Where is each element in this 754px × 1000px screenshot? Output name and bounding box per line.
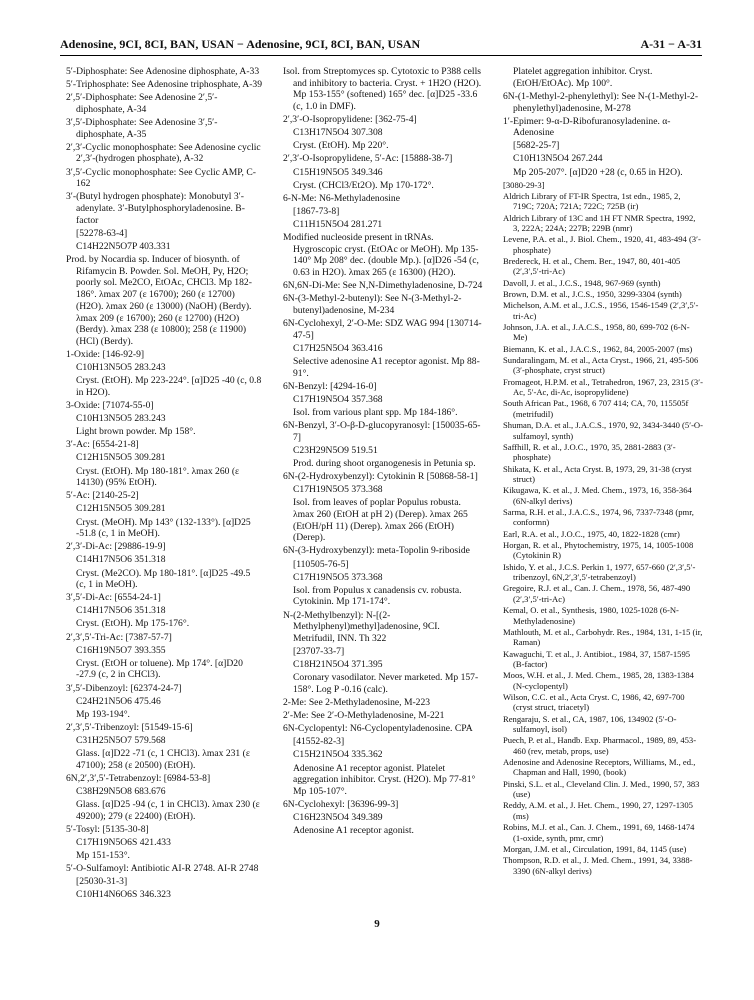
derivative-heading: 2′,3′-Di-Ac: [29886-19-9] bbox=[66, 541, 166, 553]
reference-entry: Michelson, A.M. et al., J.C.S., 1956, 1546-1549 (2′,3′,5′-tri-Ac) bbox=[503, 300, 699, 321]
derivative-heading: 6N-Cyclohexyl: [36396-99-3] bbox=[283, 799, 399, 811]
entry-text: C17H19N5O5 373.368 bbox=[293, 484, 383, 496]
entry-text: C10H13N5O5 283.243 bbox=[76, 413, 166, 425]
reference-entry: Earl, R.A. et al., J.O.C., 1975, 40, 1822-1828 (cmr) bbox=[503, 528, 680, 539]
reference-entry: Sundaralingam, M. et al., Acta Cryst., 1966, 21, 495-506 (3′-phosphate, cryst struct) bbox=[503, 355, 699, 376]
entry-text: Cryst. (EtOH). Mp 180-181°. λmax 260 (ε 14130) (95% EtOH). bbox=[76, 465, 240, 489]
entry-text: C31H25N5O7 579.568 bbox=[76, 734, 166, 746]
reference-entry: Rengaraju, S. et al., CA, 1987, 106, 134902 (5′-O-sulfamoyl, isol) bbox=[503, 713, 677, 735]
derivative-heading: 3′-Ac: [6554-21-8] bbox=[66, 439, 139, 451]
entry-text: [23707-33-7] bbox=[293, 646, 345, 658]
derivative-heading: 3′,5′-Dibenzoyl: [62374-24-7] bbox=[66, 682, 182, 694]
entry-text: Mp 205-207°. [α]D20 +28 (c, 0.65 in H2O). bbox=[513, 166, 683, 178]
derivative-heading: 3′,5′-Diphosphate: See Adenosine 3′,5′-diphosphate, A-35 bbox=[66, 116, 218, 140]
header-entry-range: A-31 − A-31 bbox=[640, 37, 702, 51]
reference-entry: Aldrich Library of FT-IR Spectra, 1st edn., 1985, 2, 719C; 720A; 721A; 722C; 725B (ir) bbox=[503, 190, 681, 212]
derivative-heading: 3-Oxide: [71074-55-0] bbox=[66, 400, 154, 412]
entry-text: C11H15N5O4 281.271 bbox=[293, 218, 383, 230]
entry-text: Mp 193-194°. bbox=[76, 708, 130, 720]
entry-text: C15H21N5O4 335.362 bbox=[293, 749, 383, 761]
reference-entry: Fromageot, H.P.M. et al., Tetrahedron, 1967, 23, 2315 (3′-Ac, 5′-Ac, di-Ac, isopropylidene) bbox=[503, 376, 703, 398]
derivative-heading: 5′-Ac: [2140-25-2] bbox=[66, 490, 139, 502]
entry-text: C10H13N5O5 283.243 bbox=[76, 362, 166, 374]
derivative-heading: 5′-O-Sulfamoyl: Antibiotic AI-R 2748. AI-R 2748 bbox=[66, 863, 259, 875]
reference-entry: Aldrich Library of 13C and 1H FT NMR Spectra, 1992, 3, 222A; 224A; 227B; 229B (nmr) bbox=[503, 212, 696, 234]
entry-text: C14H17N5O6 351.318 bbox=[76, 554, 166, 566]
entry-text: [1867-73-8] bbox=[293, 205, 340, 217]
entry-text: Cryst. (MeOH). Mp 143° (132-133°). [α]D25 -51.8 (c, 1 in MeOH). bbox=[76, 516, 251, 540]
reference-entry: Levene, P.A. et al., J. Biol. Chem., 1920, 41, 483-494 (3′-phosphate) bbox=[503, 234, 701, 255]
entry-text: Mp 151-153°. bbox=[76, 850, 130, 861]
derivative-heading: 6N,2′,3′,5′-Tetrabenzoyl: [6984-53-8] bbox=[66, 772, 211, 784]
reference-entry: Saffhill, R. et al., J.O.C., 1970, 35, 2881-2883 (3′-phosphate) bbox=[503, 441, 676, 463]
derivative-heading: 5′-Tosyl: [5135-30-8] bbox=[66, 823, 149, 835]
reference-entry: Kawaguchi, T. et al., J. Antibiot., 1984, 37, 1587-1595 (B-factor) bbox=[503, 648, 691, 669]
reference-entry: Shikata, K. et al., Acta Cryst. B, 1973, 29, 31-38 (cryst struct) bbox=[503, 463, 692, 484]
derivative-heading: 3′-(Butyl hydrogen phosphate): Monobutyl 3′-adenylate. 3′-Butylphosphoryladenosine. B-factor bbox=[66, 191, 245, 226]
entry-text: C38H29N5O8 683.676 bbox=[76, 785, 166, 797]
entry-text: Isol. from various plant spp. Mp 184-186°. bbox=[293, 407, 458, 419]
entry-text: C16H23N5O4 349.389 bbox=[293, 812, 383, 824]
reference-entry: Davoll, J. et al., J.C.S., 1948, 967-969 (synth) bbox=[503, 277, 661, 288]
derivative-heading: 5′-Diphosphate: See Adenosine diphosphate, A-33 bbox=[66, 66, 260, 77]
entry-text: Prod. during shoot organogenesis in Petunia sp. bbox=[293, 458, 476, 469]
entry-text: C17H25N5O4 363.416 bbox=[293, 342, 383, 354]
derivative-heading: 6N-(3-Hydroxybenzyl): meta-Topolin 9-riboside bbox=[283, 545, 470, 557]
entry-text: C24H21N5O6 475.46 bbox=[76, 695, 161, 707]
entry-text: Cryst. (EtOH). Mp 220°. bbox=[293, 140, 389, 152]
entry-text: [52278-63-4] bbox=[76, 227, 128, 239]
reference-entry: Wilson, C.C. et al., Acta Cryst. C, 1986, 42, 697-700 (cryst struct, triacetyl) bbox=[503, 691, 685, 713]
reference-entry: South African Pat., 1968, 6 707 414; CA, 70, 115505f (metrifudil) bbox=[503, 398, 689, 419]
derivative-heading: 2′,3′-O-Isopropylidene, 5′-Ac: [15888-38-7] bbox=[283, 153, 453, 165]
entry-text: C17H19N5O5 373.368 bbox=[293, 571, 383, 583]
page-number: 9 bbox=[374, 918, 380, 930]
derivative-heading: 3′,5′-Cyclic monophosphate: See Cyclic AMP, C-162 bbox=[66, 166, 256, 190]
entry-text: Cryst. (EtOH or toluene). Mp 174°. [α]D20 -27.9 (c, 2 in CHCl3). bbox=[76, 657, 243, 681]
derivative-heading: 1-Oxide: [146-92-9] bbox=[66, 349, 145, 361]
entry-text: C14H17N5O6 351.318 bbox=[76, 605, 166, 617]
reference-entry: Kemal, O. et al., Synthesis, 1980, 1025-1028 (6-N-Methyladenosine) bbox=[503, 605, 679, 626]
entry-text: Adenosine A1 receptor agonist. bbox=[293, 825, 414, 837]
reference-entry: Ishido, Y. et al., J.C.S. Perkin 1, 1977, 657-660 (2′,3′,5′-tribenzoyl, 6N,2′,3′,5′-tetrabenzoyl) bbox=[503, 561, 696, 583]
entry-text: C10H13N5O4 267.244 bbox=[513, 153, 603, 165]
entry-text: C14H22N5O7P 403.331 bbox=[76, 240, 171, 252]
derivative-heading: 2′,3′-O-Isopropylidene: [362-75-4] bbox=[283, 114, 417, 126]
derivative-heading: 6N-(1-Methyl-2-phenylethyl): See N-(1-Methyl-2-phenylethyl)adenosine, M-278 bbox=[503, 90, 699, 114]
reference-entry: Robins, M.J. et al., Can. J. Chem., 1991, 69, 1468-1474 (1-oxide, synth, pmr, cmr) bbox=[503, 822, 695, 843]
entry-text: Isol. from leaves of poplar Populus robusta. λmax 260 (EtOH at pH 2) (Derep). λmax 265 (EtOH/pH 11) (Derep). λmax 266 (EtOH) (Derep). bbox=[293, 497, 468, 544]
derivative-heading: 2′,3′-Cyclic monophosphate: See Adenosine cyclic 2′,3′-(hydrogen phosphate), A-32 bbox=[66, 141, 261, 165]
derivative-heading: 2-Me: See 2-Methyladenosine, M-223 bbox=[283, 697, 431, 709]
column-1 bbox=[66, 66, 262, 902]
entry-text: Prod. by Nocardia sp. Inducer of biosynth. of Rifamycin B. Powder. Sol. MeOH, Py, H2O; poorly sol. Me2CO, EtOAc, CHCl3. Mp 182-186°. λmax 207 (ε 16700); 260 (ε 12700) (H2O). λmax 260 (ε 13000) (NaOH) (Berdy). λmax 209 (ε 16700); 260 (ε 12700) (H2O) (Berdy). λmax 238 (ε 10800); 258 (ε 11900) (HCl) (Berdy). bbox=[66, 254, 252, 347]
derivative-heading: 6N-Benzyl, 3′-O-β-D-glucopyranosyl: [150035-65-7] bbox=[283, 420, 481, 443]
derivative-heading: 6N-Cyclopentyl: N6-Cyclopentyladenosine. CPA bbox=[283, 723, 473, 735]
reference-entry: Johnson, J.A. et al., J.A.C.S., 1958, 80, 699-702 (6-N-Me) bbox=[503, 322, 690, 343]
entry-text: Cryst. (Me2CO). Mp 180-181°. [α]D25 -49.5 (c, 1 in MeOH). bbox=[76, 567, 251, 591]
derivative-heading: 2′,5′-Diphosphate: See Adenosine 2′,5′-diphosphate, A-34 bbox=[66, 92, 218, 115]
derivative-heading: 6N,6N-Di-Me: See N,N-Dimethyladenosine, D-724 bbox=[283, 280, 483, 292]
reference-entry: Mathlouth, M. et al., Carbohydr. Res., 1984, 131, 1-15 (ir, Raman) bbox=[503, 626, 703, 648]
reference-entry: Pinski, S.L. et al., Cleveland Clin. J. Med., 1990, 57, 383 (use) bbox=[503, 778, 700, 800]
entry-text: C12H15N5O5 309.281 bbox=[76, 503, 166, 515]
entry-text: [110505-76-5] bbox=[293, 558, 349, 570]
entry-text: Cryst. (EtOH). Mp 175-176°. bbox=[76, 618, 190, 630]
entry-text: Glass. [α]D25 -94 (c, 1 in CHCl3). λmax 230 (ε 49200); 279 (ε 22400) (EtOH). bbox=[76, 799, 260, 822]
derivative-heading: 6N-(2-Hydroxybenzyl): Cytokinin R [50868-58-1] bbox=[283, 471, 478, 483]
derivative-heading: 5′-Triphosphate: See Adenosine triphosphate, A-39 bbox=[66, 79, 262, 91]
derivative-heading: 6N-(3-Methyl-2-butenyl): See N-(3-Methyl-2-butenyl)adenosine, M-234 bbox=[283, 293, 462, 317]
entry-text: C13H17N5O4 307.308 bbox=[293, 127, 383, 139]
entry-text: C12H15N5O5 309.281 bbox=[76, 452, 166, 464]
entry-text: C18H21N5O4 371.395 bbox=[293, 659, 383, 671]
reference-entry: Adenosine and Adenosine Receptors, Williams, M., ed., Chapman and Hall, 1990, (book) bbox=[503, 757, 696, 778]
reference-entry: Kikugawa, K. et al., J. Med. Chem., 1973, 16, 358-364 (6N-alkyl derivs) bbox=[503, 485, 692, 506]
reference-entry: Puech, P. et al., Handb. Exp. Pharmacol., 1989, 89, 453-460 (rev, metab, props, use) bbox=[503, 735, 697, 756]
entry-text: Isol. from Populus x canadensis cv. robusta. Cytokinin. Mp 171-174°. bbox=[293, 584, 462, 608]
derivative-heading: 2′,3′,5′-Tribenzoyl: [51549-15-6] bbox=[66, 721, 193, 733]
derivative-heading: 6N-Benzyl: [4294-16-0] bbox=[283, 380, 377, 392]
reference-entry: Biemann, K. et al., J.A.C.S., 1962, 84, 2005-2007 (ms) bbox=[503, 343, 693, 354]
entry-text: C16H19N5O7 393.355 bbox=[76, 644, 166, 656]
column-3 bbox=[503, 66, 703, 877]
entry-text: Isol. from Streptomyces sp. Cytotoxic to P388 cells and inhibitory to bacteria. Cryst. + 1H2O (H2O). Mp 153-155° (softened) 165° dec. [α]D25 -33.6 (c, 1.0 in DMF). bbox=[283, 66, 482, 113]
entry-text: [25030-31-3] bbox=[76, 876, 128, 888]
reference-entry: Morgan, J.M. et al., Circulation, 1991, 84, 1145 (use) bbox=[503, 843, 687, 854]
entry-text: Cryst. (CHCl3/Et2O). Mp 170-172°. bbox=[293, 179, 434, 191]
derivative-heading: 1′-Epimer: 9-α-D-Ribofuranosyladenine. α-Adenosine bbox=[503, 115, 671, 139]
entry-text: C23H29N5O9 519.51 bbox=[293, 444, 378, 456]
entry-text: Cryst. (EtOH). Mp 223-224°. [α]D25 -40 (c, 0.8 in H2O). bbox=[76, 375, 262, 398]
entry-text: C17H19N5O4 357.368 bbox=[293, 393, 383, 405]
entry-text: C15H19N5O5 349.346 bbox=[293, 166, 383, 178]
entry-text: Platelet aggregation inhibitor. Cryst. (EtOH/EtOAc). Mp 100°. bbox=[513, 66, 653, 89]
running-header bbox=[60, 37, 702, 55]
reference-entry: Thompson, R.D. et al., J. Med. Chem., 1991, 34, 3388-3390 (6N-alkyl derivs) bbox=[503, 855, 693, 876]
entry-text: Light brown powder. Mp 158°. bbox=[76, 426, 196, 438]
reference-entry: Reddy, A.M. et al., J. Het. Chem., 1990, 27, 1297-1305 (ms) bbox=[503, 800, 693, 821]
entry-text: C17H19N5O6S 421.433 bbox=[76, 836, 171, 848]
entry-text: Adenosine A1 receptor agonist. Platelet aggregation inhibitor. Cryst. (H2O). Mp 77-81° Mp 105-107°. bbox=[293, 762, 476, 797]
derivative-heading: 6-N-Me: N6-Methyladenosine bbox=[283, 192, 400, 204]
reference-entry: Moos, W.H. et al., J. Med. Chem., 1985, 28, 1383-1384 (N-cyclopentyl) bbox=[503, 670, 694, 691]
reference-entry: Bredereck, H. et al., Chem. Ber., 1947, 80, 401-405 (2′,3′,5′-tri-Ac) bbox=[503, 256, 681, 277]
entry-text: [5682-25-7] bbox=[513, 140, 560, 152]
entry-text: C10H14N6O6S 346.323 bbox=[76, 889, 171, 901]
reference-entry: Brown, D.M. et al., J.C.S., 1950, 3299-3304 (synth) bbox=[503, 289, 682, 300]
entry-text: [41552-82-3] bbox=[293, 736, 345, 748]
entry-text: Coronary vasodilator. Never marketed. Mp 157-158°. Log P -0.16 (calc). bbox=[293, 672, 479, 695]
derivative-heading: 2′,3′,5′-Tri-Ac: [7387-57-7] bbox=[66, 631, 172, 643]
entry-text: Selective adenosine A1 receptor agonist. Mp 88-91°. bbox=[293, 356, 480, 379]
derivative-heading: 3′,5′-Di-Ac: [6554-24-1] bbox=[66, 592, 161, 604]
reference-entry: [3080-29-3] bbox=[503, 179, 545, 190]
column-2 bbox=[283, 66, 483, 838]
entry-text: Modified nucleoside present in tRNAs. Hygroscopic cryst. (EtOAc or MeOH). Mp 135-140° Mp 208° dec. (double Mp.). [α]D26 -54 (c, 0.63 in H2O). λmax 265 (ε 16300) (H2O). bbox=[283, 232, 479, 279]
reference-entry: Gregoire, R.J. et al., Can. J. Chem., 1978, 56, 487-490 (2′,3′,5′-tri-Ac) bbox=[503, 583, 691, 604]
header-title: Adenosine, 9CI, 8CI, BAN, USAN − Adenosine, 9CI, 8CI, BAN, USAN bbox=[60, 37, 421, 51]
reference-entry: Horgan, R. et al., Phytochemistry, 1975, 14, 1005-1008 (Cytokinin R) bbox=[503, 540, 694, 561]
derivative-heading: 6N-Cyclohexyl, 2′-O-Me: SDZ WAG 994 [130714-47-5] bbox=[283, 318, 482, 341]
derivative-heading: N-(2-Methylbenzyl): N-[(2-Methylphenyl)methyl]adenosine, 9CI. Metrifudil, INN. Th 322 bbox=[283, 609, 440, 644]
header-rule bbox=[60, 55, 702, 56]
reference-entry: Shuman, D.A. et al., J.A.C.S., 1970, 92, 3434-3440 (5′-O-sulfamoyl, synth) bbox=[503, 420, 704, 441]
entry-text: Glass. [α]D22 -71 (c, 1 CHCl3). λmax 231 (ε 47100); 258 (ε 20500) (EtOH). bbox=[76, 748, 250, 771]
derivative-heading: 2′-Me: See 2′-O-Methyladenosine, M-221 bbox=[283, 710, 445, 722]
reference-entry: Sarma, R.H. et al., J.A.C.S., 1974, 96, 7337-7348 (pmr, conformn) bbox=[503, 507, 694, 528]
